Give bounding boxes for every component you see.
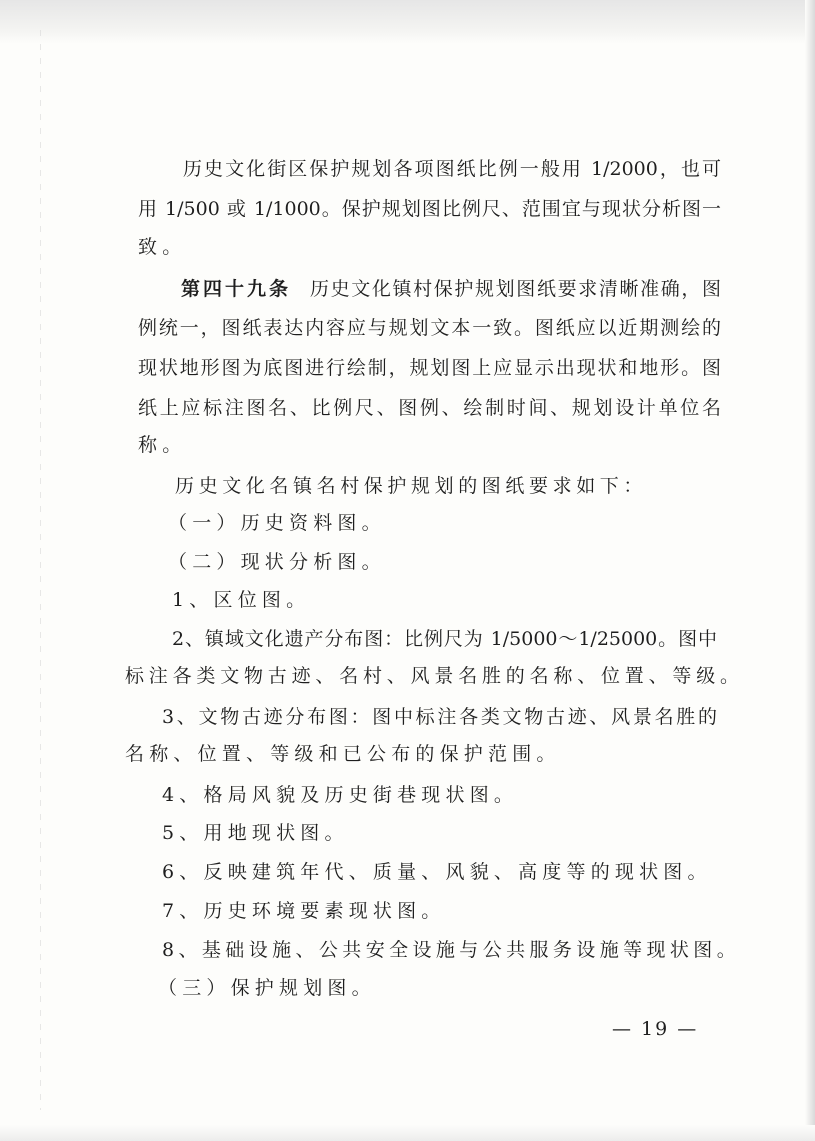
list-item-1: 1、区位图。 [172,589,311,611]
article-49-line-5: 称。 [138,434,187,456]
intro-text: 历史文化名镇名村保护规划的图纸要求如下： [175,475,648,497]
list-item-3-continued: 名称、位置、等级和已公布的保护范围。 [125,743,561,765]
article-49-line-2: 例统一，图纸表达内容应与规划文本一致。图纸应以近期测绘的 [138,317,721,339]
paragraph-1-line-2: 用 1/500 或 1/1000。保护规划图比例尺、范围宜与现状分析图一 [138,198,721,220]
list-item-7: 7、历史环境要素现状图。 [162,900,446,922]
page-number: — 19 — [612,1018,699,1040]
article-49-line-3: 现状地形图为底图进行绘制，规划图上应显示出现状和地形。图 [138,357,721,379]
scan-left-artifact [40,30,41,1110]
section-heading-3: （三）保护规划图。 [158,977,376,999]
article-heading: 第四十九条 [181,278,292,300]
list-item-4: 4、格局风貌及历史街巷现状图。 [162,784,519,806]
section-heading-1: （一）历史资料图。 [168,512,386,534]
paragraph-1-line-3: 致。 [138,236,187,258]
paragraph-1-line-1: 历史文化街区保护规划各项图纸比例一般用 1/2000，也可 [183,158,721,180]
list-item-6: 6、反映建筑年代、质量、风貌、高度等的现状图。 [162,861,712,883]
list-item-3: 3、文物古迹分布图：图中标注各类文物古迹、风景名胜的 [162,706,717,728]
list-item-8: 8、基础设施、公共安全设施与公共服务设施等现状图。 [162,939,741,961]
scan-bottom-edge [0,1125,815,1141]
article-49-line-4: 纸上应标注图名、比例尺、图例、绘制时间、规划设计单位名 [138,397,721,419]
list-item-2: 2、镇域文化遗产分布图：比例尺为 1/5000～1/25000。图中 [172,628,717,650]
article-49-line-1: 历史文化镇村保护规划图纸要求清晰准确，图 [310,278,721,300]
section-heading-2: （二）现状分析图。 [168,551,386,573]
list-item-5: 5、用地现状图。 [162,822,349,844]
scan-top-edge [0,0,815,44]
scan-right-edge [805,0,815,1141]
list-item-2-continued: 标注各类文物古迹、名村、风景名胜的名称、位置、等级。 [125,665,744,687]
